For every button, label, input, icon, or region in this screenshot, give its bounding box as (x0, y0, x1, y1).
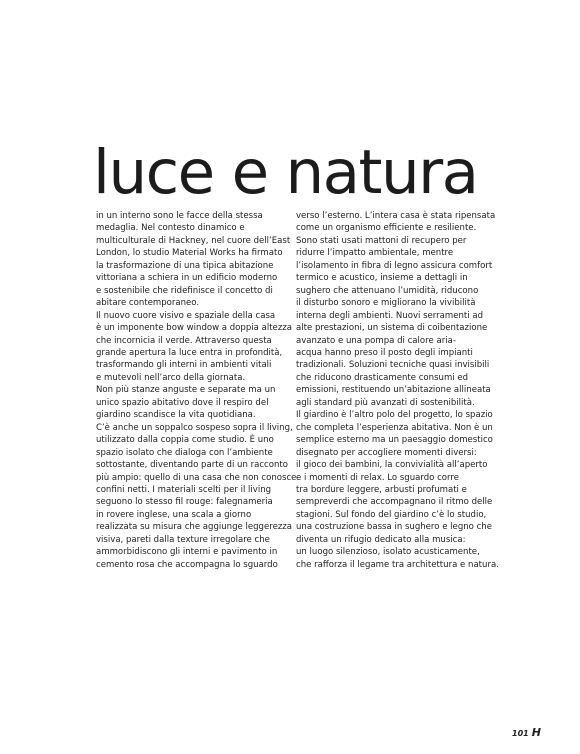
body-text-line: confini netti. I materiali scelti per il living (96, 484, 272, 495)
body-text-line: abitare contemporaneo. (96, 298, 200, 309)
article-headline: luce e natura (93, 137, 478, 208)
body-text-line: semplice esterno ma un paesaggio domestico (296, 435, 493, 446)
body-text-line: il disturbo sonoro e migliorano la vivibilità (296, 298, 476, 309)
article-column-left (96, 210, 296, 571)
article-column-right (296, 210, 518, 571)
body-text-line: sempreverdi che accompagnano il ritmo delle (296, 497, 493, 508)
body-text-line: Non più stanze anguste e separate ma un (96, 385, 276, 396)
body-text-line: cemento rosa che accompagna lo sguardo (96, 559, 278, 570)
body-text-line: agli standard più avanzati di sostenibilità. (296, 397, 475, 408)
body-text-line: che completa l’esperienza abitativa. Non è un (296, 422, 493, 433)
page-number: 101 (512, 729, 529, 738)
body-text-line: alte prestazioni, un sistema di coibentazione (296, 323, 488, 334)
body-text-line: e sostenibile che ridefinisce il concetto di (96, 285, 273, 296)
body-text-line: e i momenti di relax. Lo sguardo corre (296, 472, 459, 483)
body-text-line: termico e acustico, insieme a dettagli in (296, 273, 468, 284)
body-text-line: grande apertura la luce entra in profondità, (96, 347, 283, 358)
body-text-line: che riducono drasticamente consumi ed (296, 372, 469, 383)
body-text-line: verso l’esterno. L’intera casa è stata ripensata (296, 211, 496, 221)
body-text-line: unico spazio abitativo dove il respiro del (96, 397, 269, 408)
body-text-line: seguono lo stesso fil rouge: falegnameria (96, 497, 273, 508)
body-text-line: Il giardino è l’altro polo del progetto, lo spazio (296, 410, 493, 421)
body-text-line: visiva, pareti dalla texture irregolare che (96, 534, 270, 545)
body-text-line: multiculturale di Hackney, nel cuore dell’East (96, 235, 291, 246)
body-text-line: un luogo silenzioso, isolato acusticamente, (296, 547, 480, 558)
body-text-line: ridurre l’impatto ambientale, mentre (296, 248, 454, 259)
body-text-line: medaglia. Nel contesto dinamico e (96, 223, 245, 234)
body-text-line: ammorbidiscono gli interni e pavimento in (96, 547, 278, 558)
magazine-logo: H (531, 726, 541, 739)
body-text-line: è un imponente bow window a doppia altezza (96, 323, 293, 334)
body-text-line: trasformando gli interni in ambienti vitali (96, 360, 272, 371)
body-text-line: l’isolamento in fibra di legno assicura comfort (296, 260, 493, 271)
body-text-line: emissioni, restituendo un’abitazione allineata (296, 385, 491, 396)
body-text-line: vittoriana a schiera in un edificio moderno (96, 273, 278, 284)
body-text-line: Il nuovo cuore visivo e spaziale della casa (96, 310, 276, 321)
body-text-line: come un organismo efficiente e resiliente. (296, 223, 477, 234)
body-text-line: in un interno sono le facce della stessa (96, 211, 263, 221)
body-text-line: più ampio: quello di una casa che non conosce (96, 472, 296, 483)
body-text-line: avanzato e una pompa di calore aria- (296, 335, 456, 346)
body-text-line: realizzata su misura che aggiunge leggerezza (96, 522, 293, 533)
body-text-line: C’è anche un soppalco sospeso sopra il living, (96, 422, 293, 433)
body-text-line: sottostante, diventando parte di un racconto (96, 460, 288, 471)
body-text-line: una costruzione bassa in sughero e legno che (296, 522, 492, 533)
body-text-line: stagioni. Sul fondo del giardino c’è lo studio, (296, 509, 487, 520)
body-text-line: e mutevoli nell’arco della giornata. (96, 372, 246, 383)
body-text-line: giardino scandisce la vita quotidiana. (96, 410, 256, 421)
body-text-line: il gioco dei bambini, la convivialità all’aperto (296, 460, 488, 471)
body-text-line: diventa un rifugio dedicato alla musica: (296, 534, 466, 545)
body-text-line: tradizionali. Soluzioni tecniche quasi invisibili (296, 360, 490, 371)
body-text-line: tra bordure leggere, arbusti profumati e (296, 484, 467, 495)
body-text-line: London, lo studio Material Works ha firmato (96, 248, 283, 259)
body-text-line: Sono stati usati mattoni di recupero per (296, 235, 467, 246)
body-text-line: spazio isolato che dialoga con l’ambiente (96, 447, 273, 458)
page-folio (512, 726, 540, 739)
body-text-line: utilizzato dalla coppia come studio. È uno (96, 435, 274, 446)
body-text-line: acqua hanno preso il posto degli impianti (296, 347, 473, 358)
body-text-line: che incornicia il verde. Attraverso questa (96, 335, 272, 346)
body-text-line: la trasformazione di una tipica abitazione (96, 260, 274, 271)
body-text-line: sughero che attenuano l’umidità, riducono (296, 285, 479, 296)
body-text-line: disegnato per accogliere momenti diversi: (296, 447, 477, 458)
body-text-line: in rovere inglese, una scala a giorno (96, 509, 252, 520)
body-text-line: che rafforza il legame tra architettura e natura. (296, 559, 499, 570)
body-text-line: interna degli ambienti. Nuovi serramenti ad (296, 310, 484, 321)
